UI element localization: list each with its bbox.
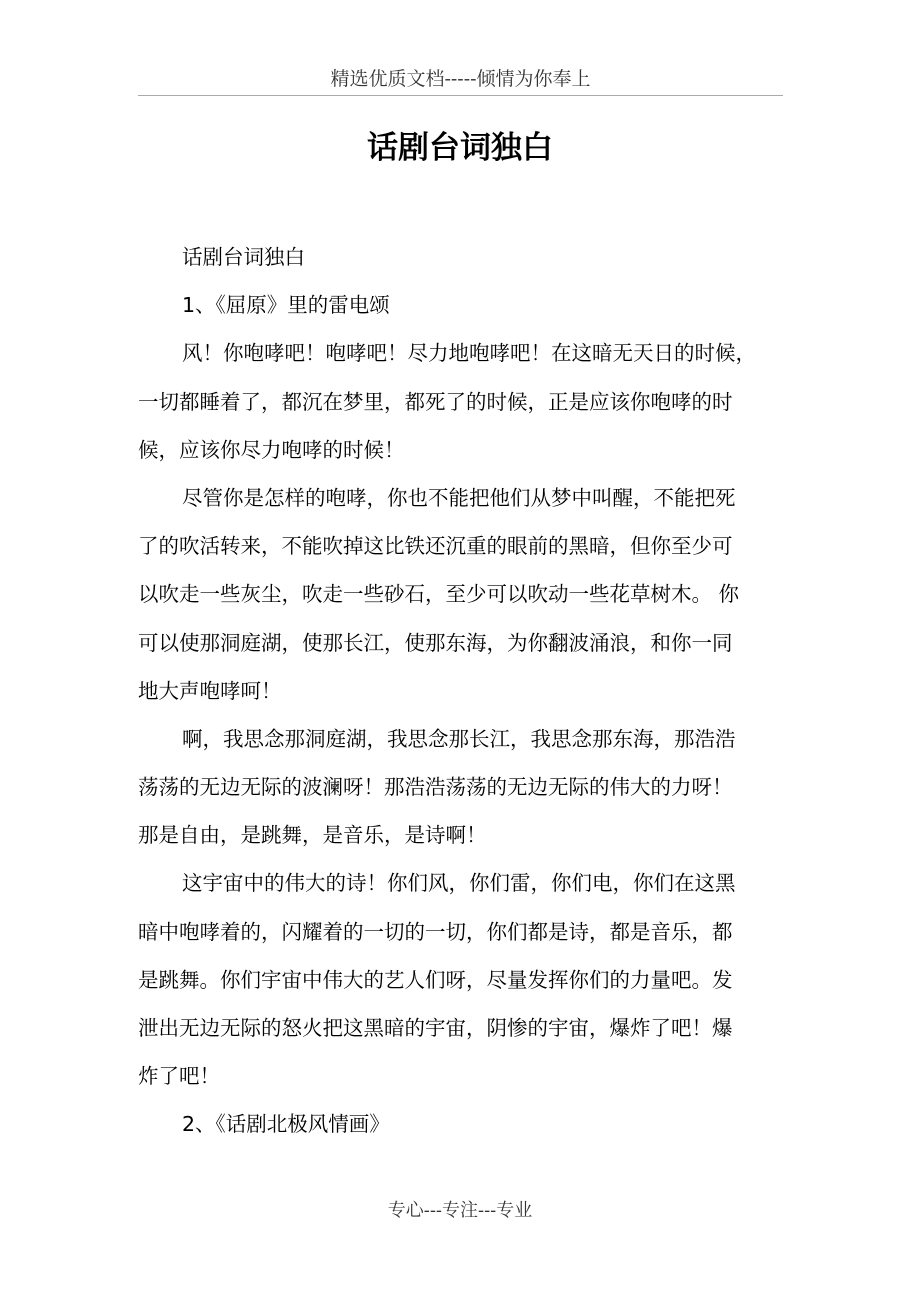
- text-line: 炸了吧！: [138, 1064, 220, 1089]
- page-footer: 专心---专注---专业: [387, 1200, 533, 1221]
- text-line: 这宇宙中的伟大的诗！你们风，你们雷，你们电，你们在这黑: [182, 871, 736, 896]
- text-line: 暗中咆哮着的，闪耀着的一切的一切，你们都是诗，都是音乐，都: [138, 919, 733, 944]
- text-line: 地大声咆哮呵！: [138, 678, 282, 703]
- text-line: 话剧台词独白: [182, 245, 305, 269]
- paragraph: [138, 281, 798, 329]
- paragraph: [138, 474, 798, 715]
- document-title: 话剧台词独白: [367, 130, 553, 166]
- document-body: [138, 233, 798, 1149]
- paragraph: [138, 233, 798, 281]
- text-line: 候，应该你尽力咆哮的时候！: [138, 437, 405, 462]
- text-line: 是跳舞。你们宇宙中伟大的艺人们呀，尽量发挥你们的力量吧。发: [138, 967, 733, 992]
- text-line: 1、《屈原》里的雷电颂: [182, 293, 390, 318]
- text-line: 一切都睡着了，都沉在梦里，都死了的时候，正是应该你咆哮的时: [138, 389, 733, 414]
- paragraph: [138, 329, 798, 474]
- text-line: 了的吹活转来，不能吹掉这比铁还沉重的眼前的黑暗，但你至少可: [138, 534, 733, 559]
- page-header: 精选优质文档-----倾情为你奉上: [330, 68, 591, 90]
- text-line: 风！你咆哮吧！咆哮吧！尽力地咆哮吧！在这暗无天日的时候，: [182, 341, 756, 366]
- paragraph: [138, 859, 798, 1100]
- text-line: 泄出无边无际的怒火把这黑暗的宇宙，阴惨的宇宙，爆炸了吧！爆: [138, 1016, 733, 1040]
- paragraph: [138, 1100, 798, 1148]
- text-line: 以吹走一些灰尘，吹走一些砂石，至少可以吹动一些花草树木。 你: [138, 582, 740, 607]
- text-line: 啊，我思念那洞庭湖，我思念那长江，我思念那东海，那浩浩: [182, 726, 736, 751]
- paragraph: [138, 715, 798, 860]
- text-line: 荡荡的无边无际的波澜呀！那浩浩荡荡的无边无际的伟大的力呀！: [138, 775, 733, 800]
- text-line: 可以使那洞庭湖，使那长江，使那东海，为你翻波涌浪，和你一同: [138, 630, 733, 655]
- text-line: 尽管你是怎样的咆哮，你也不能把他们从梦中叫醒，不能把死: [182, 485, 736, 510]
- header-divider: [138, 95, 783, 96]
- text-line: 那是自由，是跳舞，是音乐，是诗啊！: [138, 823, 487, 848]
- text-line: 2、《话剧北极风情画》: [182, 1112, 390, 1137]
